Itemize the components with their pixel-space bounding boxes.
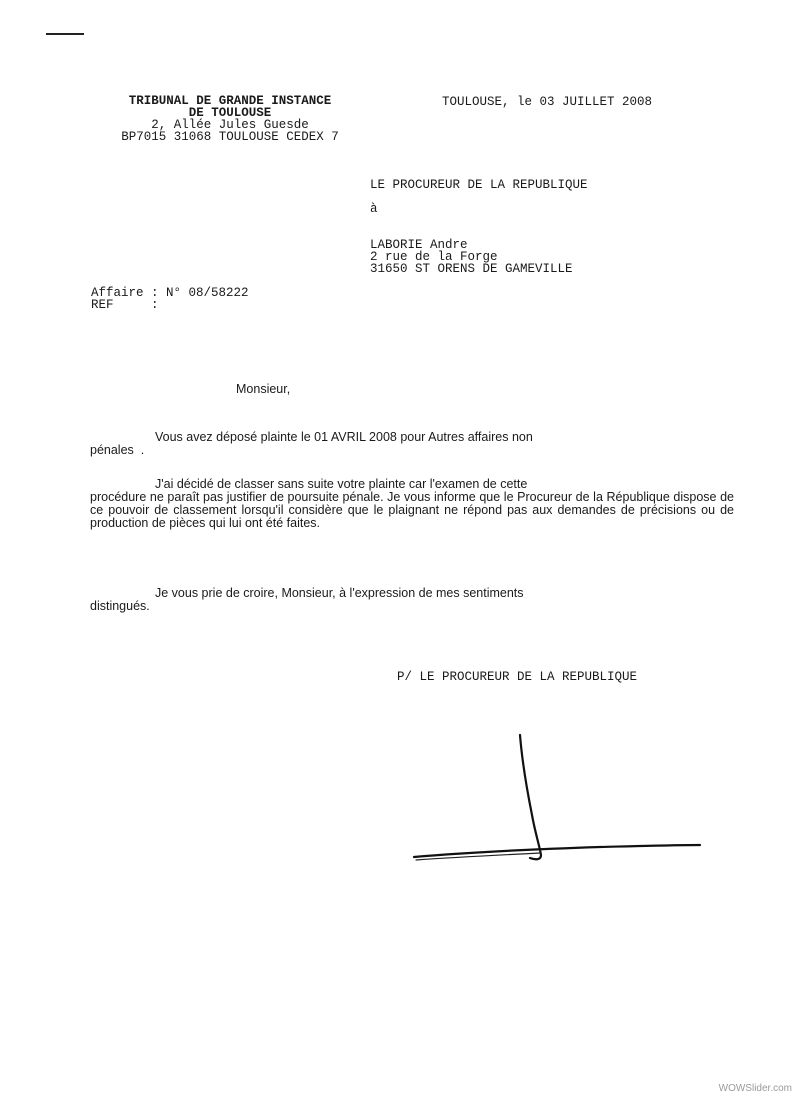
sender-to: à [370, 202, 378, 216]
closing-line-2: distingués. [90, 599, 150, 613]
court-postal: BP7015 31068 TOULOUSE CEDEX 7 [121, 130, 339, 144]
recipient-city: 31650 ST ORENS DE GAMEVILLE [370, 262, 573, 276]
salutation: Monsieur, [236, 382, 291, 396]
paragraph-1-line-1: Vous avez déposé plainte le 01 AVRIL 2008 pour Autres affaires non [155, 430, 533, 444]
ref-reference: REF : [91, 298, 159, 312]
paragraph-2-body: procédure ne paraît pas justifier de poursuite pénale. Je vous informe que le Procureur de la République dispose de ce pouvoir de classement lorsqu'il considère que le plaignant ne répond pas aux demandes de précisions ou de production de pièces qui lui ont été faites. [90, 490, 734, 530]
paragraph-2-line-1: J'ai décidé de classer sans suite votre plainte car l'examen de cette [155, 477, 528, 491]
sender-title: LE PROCUREUR DE LA REPUBLIQUE [370, 178, 588, 192]
affaire-reference: Affaire : N° 08/58222 [91, 286, 249, 300]
court-street: 2, Allée Jules Guesde [151, 118, 309, 132]
closing-line-1: Je vous prie de croire, Monsieur, à l'expression de mes sentiments [155, 586, 524, 600]
court-city: DE TOULOUSE [188, 106, 272, 120]
paragraph-1-line-2: pénales . [90, 443, 145, 457]
recipient-name: LABORIE Andre [370, 238, 468, 252]
court-name: TRIBUNAL DE GRANDE INSTANCE [128, 94, 332, 108]
signature-block: P/ LE PROCUREUR DE LA REPUBLIQUE [397, 670, 638, 684]
recipient-street: 2 rue de la Forge [370, 250, 498, 264]
watermark: WOWSlider.com [718, 1083, 792, 1094]
letter-date: TOULOUSE, le 03 JUILLET 2008 [442, 95, 653, 109]
